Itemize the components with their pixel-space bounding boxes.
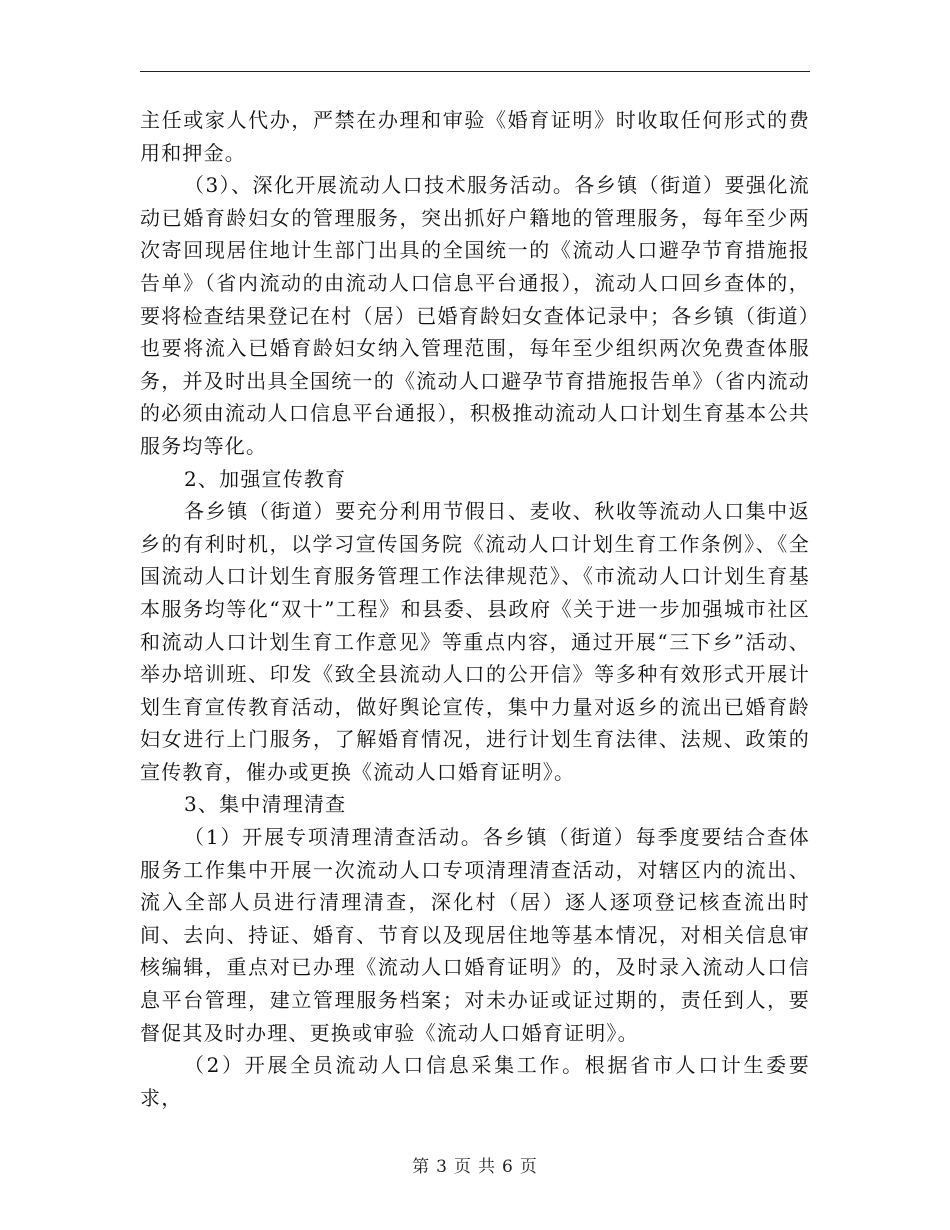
- header-rule: [140, 71, 810, 72]
- footer-current-page: 3: [436, 1157, 448, 1177]
- page-footer: [0, 1152, 950, 1177]
- footer-total-prefix: 共: [478, 1157, 496, 1177]
- body-text: [140, 104, 810, 1114]
- section-heading-cleanup: 3、集中清理清查: [184, 792, 347, 817]
- paragraph-special-cleanup: （1）开展专项清理清查活动。各乡镇（街道）每季度要结合查体服务工作集中开展一次流动人口专项清理清查活动，对辖区内的流出、流入全部人员进行清理清查，深化村（居）逐人逐项登记核查流出时间、去向、持证、婚育、节育以及现居住地等基本情况，对相关信息审核编辑，重点对已办理《流动人口婚育证明》的，及时录入流动人口信息平台管理，建立管理服务档案；对未办证或证过期的，责任到人，要督促其及时办理、更换或审验《流动人口婚育证明》。: [140, 825, 810, 1045]
- footer-page-word: 页: [454, 1157, 472, 1177]
- paragraph-tech-service: （3）、深化开展流动人口技术服务活动。各乡镇（街道）要强化流动已婚育龄妇女的管理服务，突出抓好户籍地的管理服务，每年至少两次寄回现居住地计生部门出具的全国统一的《流动人口避孕节育措施报告单》（省内流动的由流动人口信息平台通报），流动人口回乡查体的，要将检查结果登记在村（居）已婚育龄妇女查体记录中；各乡镇（街道）也要将流入已婚育龄妇女纳入管理范围，每年至少组织两次免费查体服务，并及时出具全国统一的《流动人口避孕节育措施报告单》（省内流动的必须由流动人口信息平台通报），积极推动流动人口计划生育基本公共服务均等化。: [140, 173, 810, 458]
- footer-total-pages: 6: [502, 1157, 514, 1177]
- footer-prefix: 第: [412, 1157, 431, 1177]
- footer-suffix: 页: [519, 1157, 538, 1177]
- paragraph-info-collection: （2）开展全员流动人口信息采集工作。根据省市人口计生委要求，: [140, 1053, 810, 1110]
- section-heading-publicity: 2、加强宣传教育: [184, 466, 347, 491]
- paragraph-publicity: 各乡镇（街道）要充分利用节假日、麦收、秋收等流动人口集中返乡的有利时机，以学习宣传国务院《流动人口计划生育工作条例》、《全国流动人口计划生育服务管理工作法律规范》、《市流动人口计划生育基本服务均等化“双十”工程》和县委、县政府《关于进一步加强城市社区和流动人口计划生育工作意见》等重点内容，通过开展“三下乡”活动、举办培训班、印发《致全县流动人口的公开信》等多种有效形式开展计划生育宣传教育活动，做好舆论宣传，集中力量对返乡的流出已婚育龄妇女进行上门服务，了解婚育情况，进行计划生育法律、法规、政策的宣传教育，催办或更换《流动人口婚育证明》。: [140, 499, 810, 784]
- paragraph-continuation: 主任或家人代办，严禁在办理和审验《婚育证明》时收取任何形式的费用和押金。: [140, 108, 810, 165]
